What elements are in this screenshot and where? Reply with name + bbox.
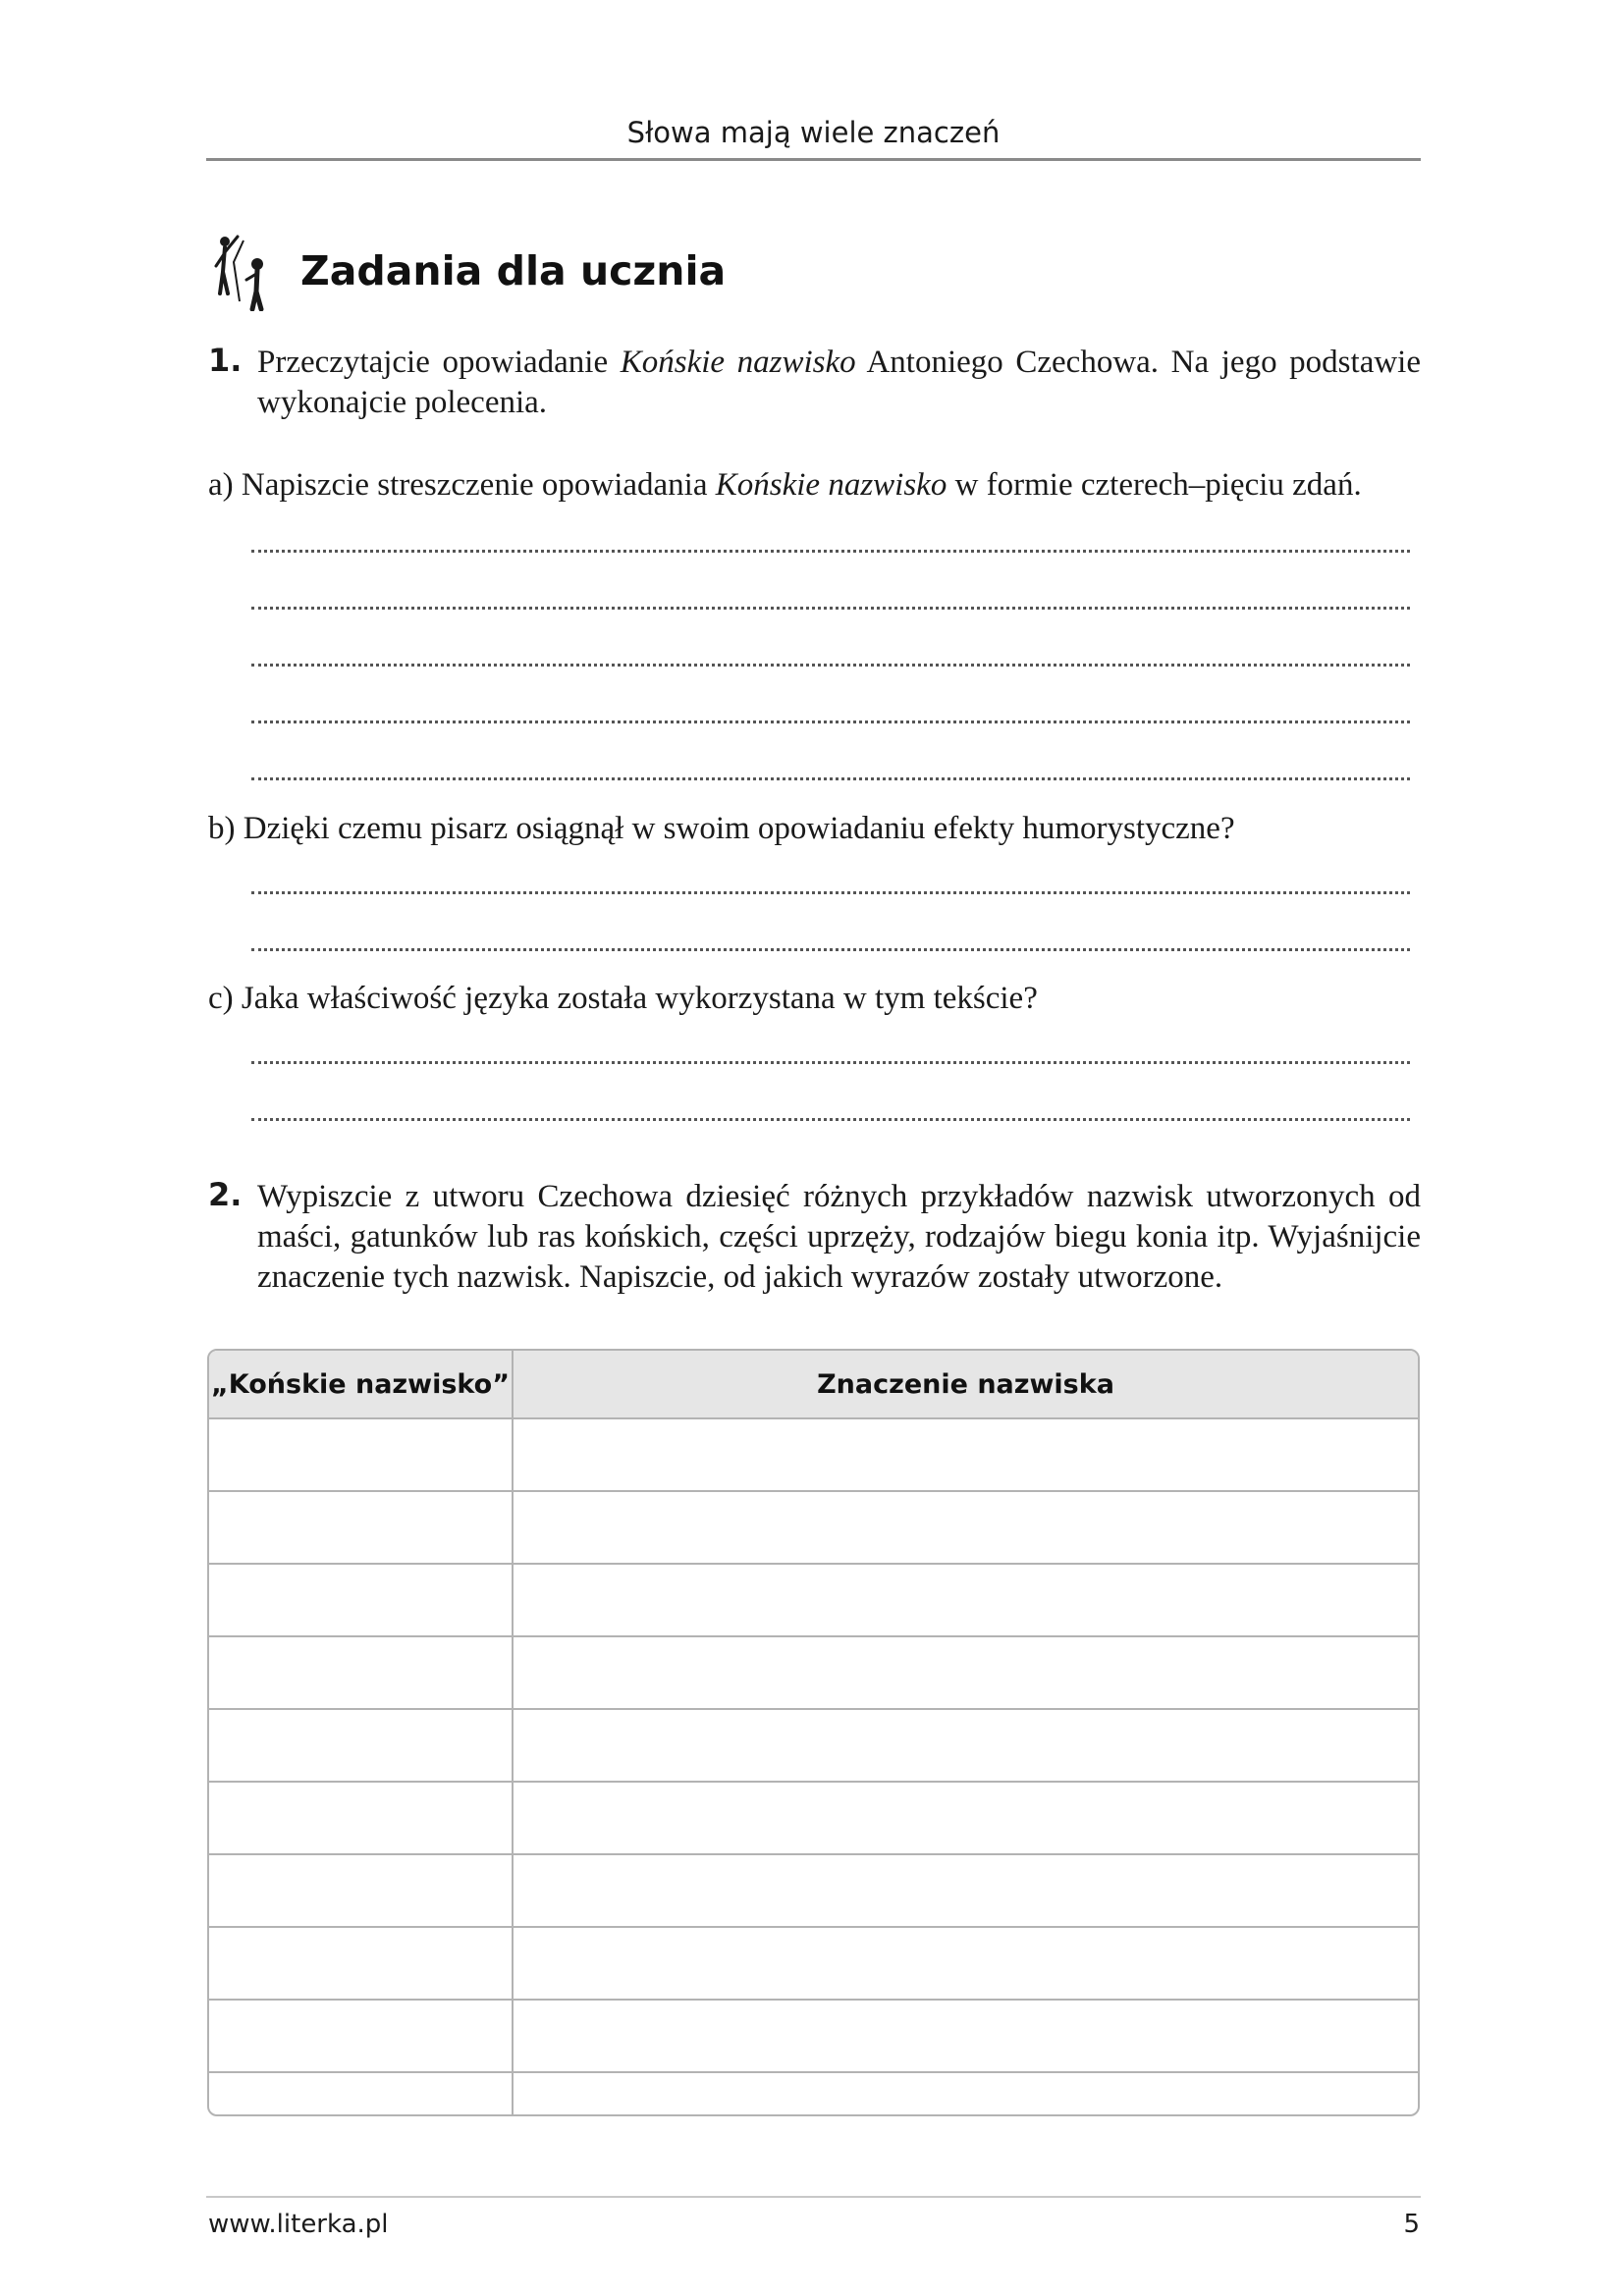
table-cell-meaning[interactable] [513, 1927, 1418, 2000]
table-row [209, 1636, 1418, 1709]
task-1a-prompt: a) Napiszcie streszczenie opowiadania Końskie nazwisko w formie czterech–pięciu zdań. [208, 467, 1362, 503]
table-cell-name[interactable] [209, 1854, 513, 1927]
task-1-number: 1. [208, 342, 243, 379]
table-cell-meaning[interactable] [513, 2000, 1418, 2072]
table-cell-meaning[interactable] [513, 1782, 1418, 1854]
table-row [209, 2000, 1418, 2072]
table-row [209, 1418, 1418, 1491]
table-cell-name[interactable] [209, 1709, 513, 1782]
table-cell-name[interactable] [209, 1564, 513, 1636]
students-pointing-icon [214, 233, 271, 311]
table-cell-name[interactable] [209, 1782, 513, 1854]
table-row [209, 1709, 1418, 1782]
table-row [209, 2072, 1418, 2116]
table-row [209, 1782, 1418, 1854]
answer-line-1b-2[interactable] [251, 948, 1410, 951]
table-cell-meaning[interactable] [513, 1418, 1418, 1491]
answer-line-1a-3[interactable] [251, 664, 1410, 667]
answer-line-1c-1[interactable] [251, 1061, 1410, 1064]
answer-line-1a-4[interactable] [251, 721, 1410, 723]
answer-line-1a-1[interactable] [251, 550, 1410, 553]
task-2-number: 2. [208, 1176, 243, 1213]
page-number: 5 [1403, 2210, 1420, 2239]
table-cell-name[interactable] [209, 2072, 513, 2116]
task-1-text: Przeczytajcie opowiadanie Końskie nazwisko Antoniego Czechowa. Na jego podstawie wykonajcie polecenia. [257, 345, 1421, 420]
table-cell-meaning[interactable] [513, 1709, 1418, 1782]
table-cell-meaning[interactable] [513, 1854, 1418, 1927]
answer-line-1b-1[interactable] [251, 891, 1410, 894]
table-cell-name[interactable] [209, 1418, 513, 1491]
table-cell-name[interactable] [209, 1491, 513, 1564]
answer-line-1a-2[interactable] [251, 607, 1410, 610]
answer-line-1c-2[interactable] [251, 1118, 1410, 1121]
task-1c-prompt: c) Jaka właściwość języka została wykorzystana w tym tekście? [208, 981, 1038, 1016]
answer-line-1a-5[interactable] [251, 777, 1410, 780]
column-header-meaning: Znaczenie nazwiska [513, 1351, 1418, 1418]
table-cell-meaning[interactable] [513, 1491, 1418, 1564]
header-rule [206, 158, 1421, 161]
table-cell-meaning[interactable] [513, 1564, 1418, 1636]
table-row [209, 1854, 1418, 1927]
table-row [209, 1564, 1418, 1636]
table-cell-name[interactable] [209, 1636, 513, 1709]
table-cell-meaning[interactable] [513, 1636, 1418, 1709]
table-row [209, 1491, 1418, 1564]
task-2-text: Wypiszcie z utworu Czechowa dziesięć różnych przykładów nazwisk utworzonych od maści, gatunków lub ras końskich, części uprzęży, rodzajów biegu konia itp. Wyjaśnijcie znaczenie tych nazwisk. Napiszcie, od jakich wyrazów zostały utworzone. [257, 1179, 1421, 1295]
task-1b-prompt: b) Dzięki czemu pisarz osiągnął w swoim opowiadaniu efekty humorystyczne? [208, 811, 1235, 846]
table-cell-name[interactable] [209, 2000, 513, 2072]
table-row [209, 1927, 1418, 2000]
running-title: Słowa mają wiele znaczeń [626, 116, 1001, 149]
table-cell-meaning[interactable] [513, 2072, 1418, 2116]
horse-names-table [207, 1349, 1420, 2116]
table-cell-name[interactable] [209, 1927, 513, 2000]
footer-rule [206, 2196, 1421, 2198]
column-header-horse-name: „Końskie nazwisko” [209, 1351, 513, 1418]
section-title: Zadania dla ucznia [300, 247, 727, 294]
footer-website-link[interactable]: www.literka.pl [208, 2210, 389, 2239]
